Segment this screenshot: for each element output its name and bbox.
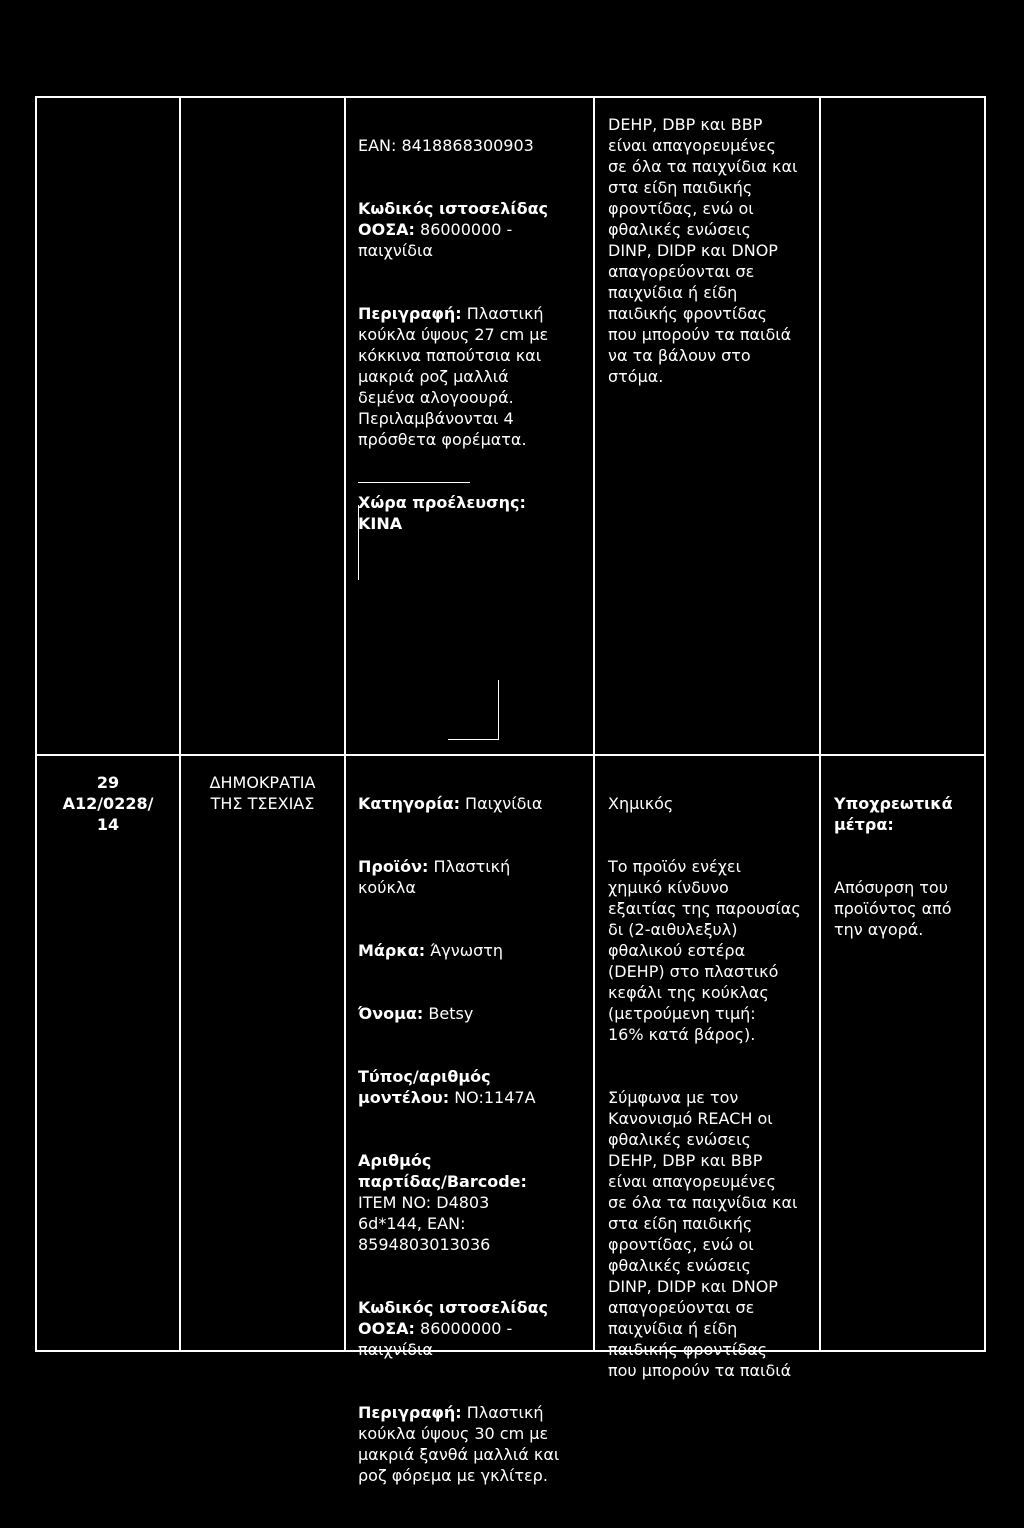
category-label: Κατηγορία: xyxy=(358,794,460,813)
table-top-border xyxy=(35,96,986,98)
risk-type: Χημικός xyxy=(608,794,674,813)
category xyxy=(358,793,588,814)
ean-line: EAN: 8418868300903 xyxy=(358,136,534,155)
measures-value: Απόσυρση του προϊόντος από την αγορά. xyxy=(834,878,952,939)
batch xyxy=(358,1150,588,1255)
name xyxy=(358,1003,588,1024)
measures-cell xyxy=(834,772,984,982)
description-29 xyxy=(358,1402,588,1486)
measures-label: Υποχρεωτικά μέτρα: xyxy=(834,794,953,834)
col-border-2 xyxy=(344,96,346,1352)
oecd-value: 86000000 - παιχνίδια xyxy=(358,220,513,260)
image-frame-bottom xyxy=(448,739,499,740)
origin xyxy=(358,492,586,534)
col-border-1 xyxy=(179,96,181,1352)
origin-value: ΚΙΝΑ xyxy=(358,514,403,533)
model-label: Τύπος/αριθμός μοντέλου: xyxy=(358,1067,491,1107)
origin-label: Χώρα προέλευσης: xyxy=(358,493,526,512)
product-value: Πλαστική κούκλα xyxy=(358,857,511,897)
oecd-label-29: Κωδικός ιστοσελίδας ΟΟΣΑ: xyxy=(358,1298,549,1338)
country-cell: ΔΗΜΟΚΡΑΤΙΑ ΤΗΣ ΤΣΕΧΙΑΣ xyxy=(209,773,316,813)
risk-regulation: Σύμφωνα με τον Κανονισμό REACH οι φθαλικές ενώσεις DEHP, DBP και BBP είναι απαγορευμένες σε όλα τα παιχνίδια και στα είδη παιδικής φροντίδας, ενώ οι φθαλικές ενώσεις DINP, DIDP και DNOP απαγορεύονται σε παιχνίδια ή είδη παιδικής φροντίδας που μπορούν τα παιδιά xyxy=(608,1088,798,1380)
risk-description: Το προϊόν ενέχει χημικό κίνδυνο εξαιτίας της παρουσίας δι (2-αιθυλεξυλ) φθαλικού εστέρα (DEHP) στο πλαστικό κεφάλι της κούκλας (μετρούμενη τιμή: 16% κατά βάρος). xyxy=(608,857,801,1044)
risk-cell xyxy=(608,772,818,1423)
oecd-value-29: 86000000 - παιχνίδια xyxy=(358,1319,513,1359)
desc-label-29: Περιγραφή: xyxy=(358,1403,462,1422)
row-divider xyxy=(35,754,986,756)
image-frame-right xyxy=(498,680,499,740)
name-label: Όνομα: xyxy=(358,1004,424,1023)
top-product-cell xyxy=(358,114,586,576)
col-border-5 xyxy=(984,96,986,1352)
model xyxy=(358,1066,588,1108)
desc-label: Περιγραφή: xyxy=(358,304,462,323)
category-value: Παιχνίδια xyxy=(459,794,543,813)
col-border-0 xyxy=(35,96,37,1352)
oecd-code-29 xyxy=(358,1297,588,1360)
product-label: Προϊόν: xyxy=(358,857,429,876)
product-name xyxy=(358,856,588,898)
oecd-label: Κωδικός ιστοσελίδας ΟΟΣΑ: xyxy=(358,199,549,239)
col-border-4 xyxy=(819,96,821,1352)
desc-value: Πλαστική κούκλα ύψους 27 cm με κόκκινα παπούτσια και μακριά ροζ μαλλιά δεμένα αλογοουρά. Περιλαμβάνονται 4 πρόσθετα φορέματα. xyxy=(358,304,549,449)
batch-value: ITEM NO: D4803 6d*144, EAN: 8594803013036 xyxy=(358,1193,491,1254)
product-description xyxy=(358,303,586,450)
brand xyxy=(358,940,588,961)
model-value: NO:1147A xyxy=(449,1088,536,1107)
desc-value-29: Πλαστική κούκλα ύψους 30 cm με μακριά ξανθά μαλλιά και ροζ φόρεμα με γκλίτερ. xyxy=(358,1403,560,1485)
product-cell xyxy=(358,772,588,1528)
name-value: Betsy xyxy=(423,1004,474,1023)
brand-label: Μάρκα: xyxy=(358,941,426,960)
col-border-3 xyxy=(593,96,595,1352)
brand-value: Άγνωστη xyxy=(425,941,504,960)
oecd-code xyxy=(358,198,586,261)
ref-cell: 29 A12/0228/ 14 xyxy=(62,773,154,834)
top-risk-cell: DEHP, DBP και BBP είναι απαγορευμένες σε όλα τα παιχνίδια και στα είδη παιδικής φροντίδας, ενώ οι φθαλικές ενώσεις DINP, DIDP και DNOP απαγορεύονται σε παιχνίδια ή είδη παιδικής φροντίδας που μπορούν τα παιδιά να τα βάλουν στο στόμα. xyxy=(608,115,798,386)
batch-label: Αριθμός παρτίδας/Barcode: xyxy=(358,1151,527,1191)
